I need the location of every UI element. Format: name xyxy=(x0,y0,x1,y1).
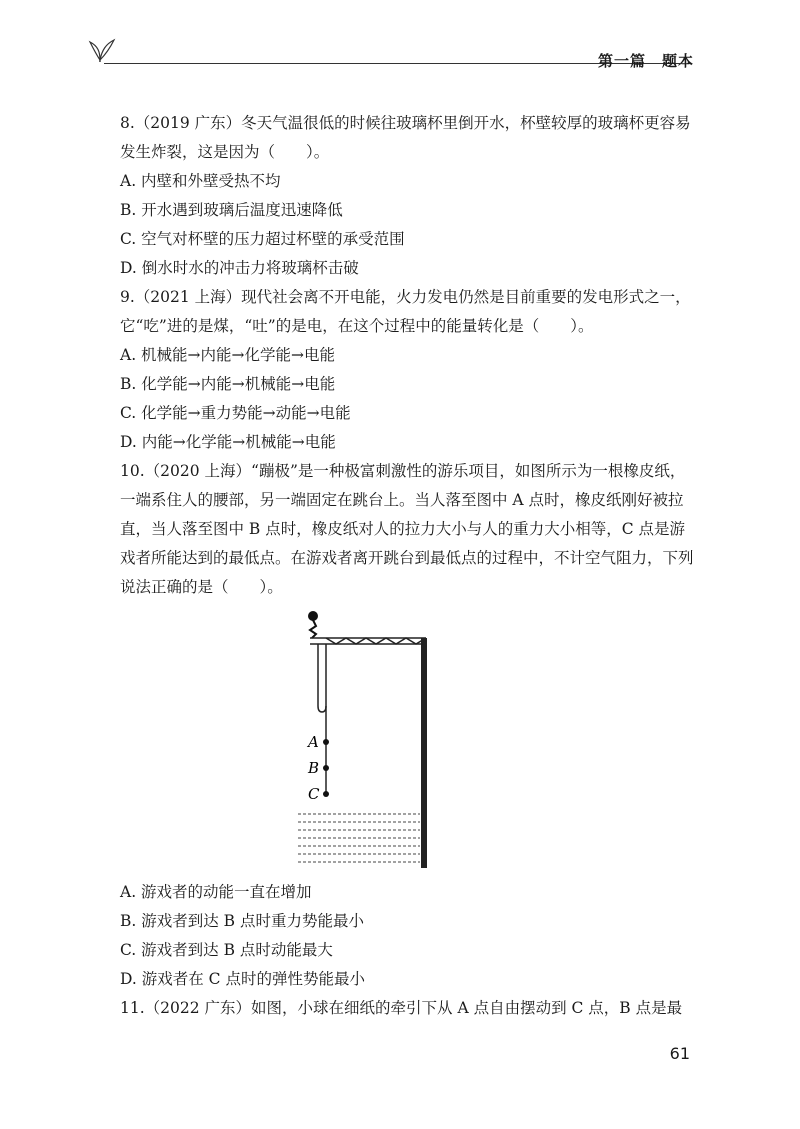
question-11-stem: 11.（2022 广东）如图，小球在细纸的牵引下从 A 点自由摆动到 C 点，B 点是最 xyxy=(120,999,683,1017)
page-number: 61 xyxy=(669,1044,690,1063)
point-a-label: A xyxy=(308,733,319,751)
q8-option-a: A. 内壁和外壁受热不均 xyxy=(120,172,281,190)
q8-option-b: B. 开水遇到玻璃后温度迅速降低 xyxy=(120,201,343,219)
q9-option-d: D. 内能→化学能→机械能→电能 xyxy=(120,433,336,451)
water-surface xyxy=(298,814,420,862)
page-header xyxy=(0,0,800,80)
elastic-cord-loop xyxy=(318,644,326,712)
q9-option-b: B. 化学能→内能→机械能→电能 xyxy=(120,375,336,393)
tower xyxy=(421,638,427,868)
section-title: 第一篇 题本 xyxy=(597,52,694,70)
point-b-marker xyxy=(323,765,329,771)
q8-option-c: C. 空气对杯壁的压力超过杯壁的承受范围 xyxy=(120,230,405,248)
question-list xyxy=(120,109,700,1023)
bungee-figure xyxy=(296,608,466,870)
jumper-icon xyxy=(309,612,317,638)
q9-option-a: A. 机械能→内能→化学能→电能 xyxy=(120,346,336,364)
point-a-marker xyxy=(323,739,329,745)
point-b-label: B xyxy=(308,759,320,777)
point-c-marker xyxy=(323,791,329,797)
q10-option-c: C. 游戏者到达 B 点时动能最大 xyxy=(120,941,333,959)
q8-option-d: D. 倒水时水的冲击力将玻璃杯击破 xyxy=(120,259,359,277)
header-rule xyxy=(104,63,680,64)
jump-platform xyxy=(310,638,426,644)
q10-option-d: D. 游戏者在 C 点时的弹性势能最小 xyxy=(120,970,365,988)
q10-option-a: A. 游戏者的动能一直在增加 xyxy=(120,883,312,901)
question-8-stem: 8.（2019 广东）冬天气温很低的时候往玻璃杯里倒开水，杯壁较厚的玻璃杯更容易发生炸裂，这是因为（ ）。 xyxy=(120,114,691,161)
question-9-stem: 9.（2021 上海）现代社会离不开电能，火力发电仍然是目前重要的发电形式之一，它“吃”进的是煤，“吐”的是电，在这个过程中的能量转化是（ ）。 xyxy=(120,288,691,335)
q10-option-b: B. 游戏者到达 B 点时重力势能最小 xyxy=(120,912,364,930)
q9-option-c: C. 化学能→重力势能→动能→电能 xyxy=(120,404,351,422)
leaf-ornament-icon xyxy=(86,36,116,62)
point-c-label: C xyxy=(308,785,320,803)
question-10-stem: 10.（2020 上海）“蹦极”是一种极富刺激性的游乐项目，如图所示为一根橡皮纸，一端系住人的腰部，另一端固定在跳台上。当人落至图中 A 点时，橡皮纸刚好被拉直，当人落至图中 B 点时，橡皮纸对人的拉力大小与人的重力大小相等，C 点是游戏者所能达到的最低点。在游戏者离开跳台到最低点的过程中，不计空气阻力，下列说法正确的是（ ）。 xyxy=(120,462,694,596)
